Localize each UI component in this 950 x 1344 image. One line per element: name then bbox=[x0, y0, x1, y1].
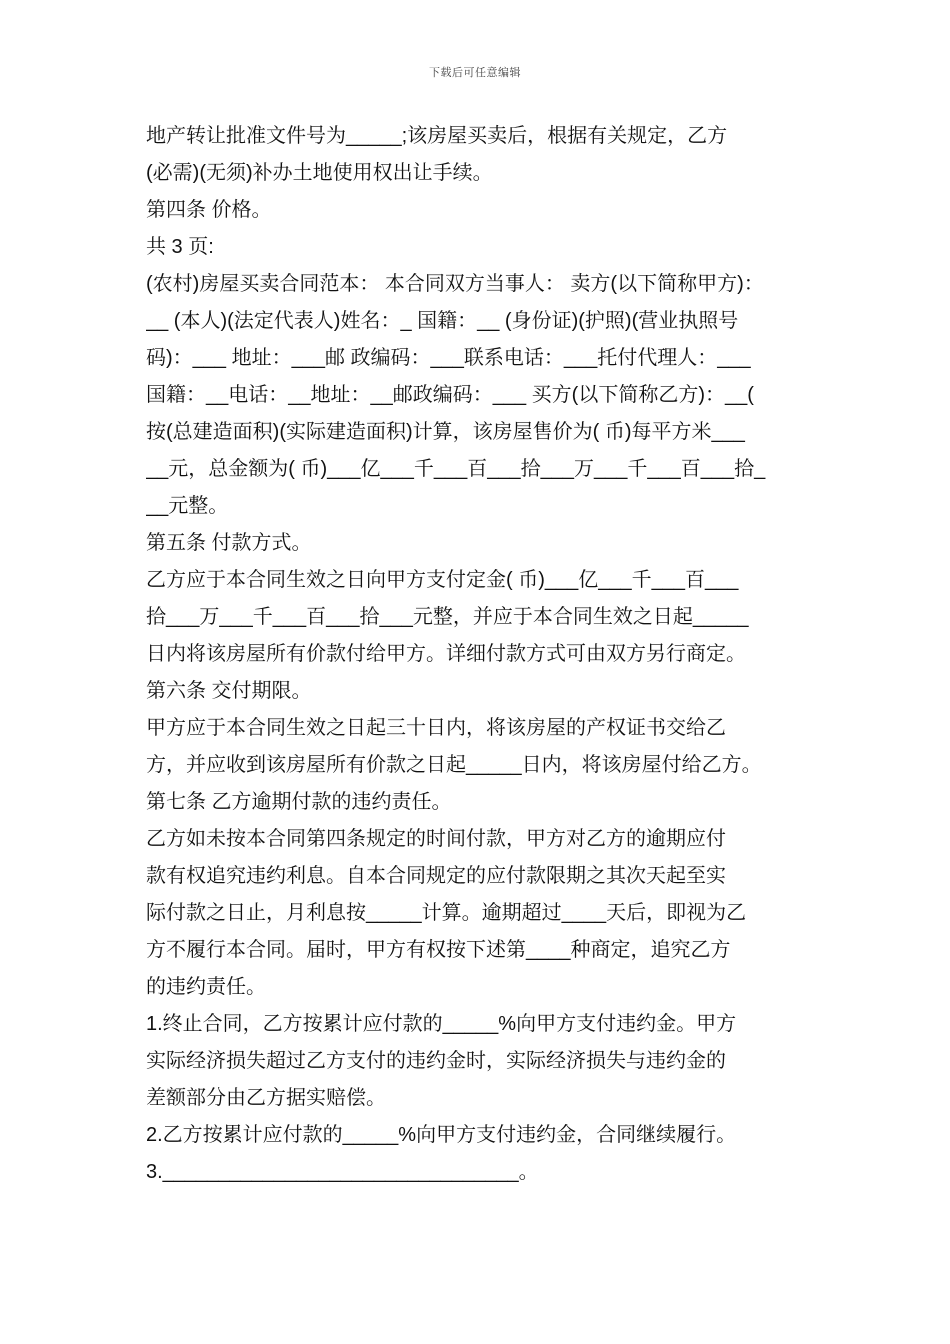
text-line: 实际经济损失超过乙方支付的违约金时，实际经济损失与违约金的 bbox=[146, 1050, 726, 1072]
page-count: 共 3 页: bbox=[146, 236, 214, 258]
section-heading: 第七条 乙方逾期付款的违约责任。 bbox=[146, 791, 452, 813]
text-line: 地产转让批准文件号为_____;该房屋买卖后，根据有关规定，乙方 bbox=[146, 125, 728, 147]
text-line: 际付款之日止，月利息按_____计算。逾期超过____天后，即视为乙 bbox=[146, 902, 747, 924]
text-line: 码)：___ 地址：___邮 政编码：___联系电话：___托付代理人：___ bbox=[146, 347, 751, 369]
text-line: 款有权追究违约利息。自本合同规定的应付款限期之其次天起至实 bbox=[146, 865, 726, 887]
list-item: 3.________________________________。 bbox=[146, 1161, 539, 1183]
text-line: 日内将该房屋所有价款付给甲方。详细付款方式可由双方另行商定。 bbox=[146, 643, 746, 665]
section-heading: 第五条 付款方式。 bbox=[146, 532, 312, 554]
text-line: 国籍：__电话：__地址：__邮政编码：___ 买方(以下简称乙方)：__( bbox=[146, 384, 754, 406]
text-line: 的违约责任。 bbox=[146, 976, 266, 998]
text-line: 差额部分由乙方据实赔偿。 bbox=[146, 1087, 386, 1109]
text-line: 乙方应于本合同生效之日向甲方支付定金( 币)___亿___千___百___ bbox=[146, 569, 739, 591]
page-header: 下载后可任意编辑 bbox=[429, 66, 521, 79]
text-line: __元整。 bbox=[146, 495, 229, 517]
text-line: 按(总建造面积)(实际建造面积)计算，该房屋售价为( 币)每平方米___ bbox=[146, 421, 745, 443]
text-line: (农村)房屋买卖合同范本： 本合同双方当事人： 卖方(以下简称甲方)： bbox=[146, 273, 764, 295]
list-item: 2.乙方按累计应付款的_____%向甲方支付违约金，合同继续履行。 bbox=[146, 1124, 737, 1146]
text-line: 拾___万___千___百___拾___元整，并应于本合同生效之日起_____ bbox=[146, 606, 749, 628]
text-line: __ (本人)(法定代表人)姓名：_ 国籍：__ (身份证)(护照)(营业执照号 bbox=[146, 310, 739, 332]
text-line: __元，总金额为( 币)___亿___千___百___拾___万___千___百___拾_ bbox=[146, 458, 766, 480]
text-line: 甲方应于本合同生效之日起三十日内，将该房屋的产权证书交给乙 bbox=[146, 717, 726, 739]
text-line: (必需)(无须)补办土地使用权出让手续。 bbox=[146, 162, 493, 184]
section-heading: 第六条 交付期限。 bbox=[146, 680, 312, 702]
text-line: 方不履行本合同。届时，甲方有权按下述第____种商定，追究乙方 bbox=[146, 939, 731, 961]
text-line: 乙方如未按本合同第四条规定的时间付款，甲方对乙方的逾期应付 bbox=[146, 828, 726, 850]
section-heading: 第四条 价格。 bbox=[146, 199, 272, 221]
document-body bbox=[146, 121, 836, 1194]
list-item: 1.终止合同，乙方按累计应付款的_____%向甲方支付违约金。甲方 bbox=[146, 1013, 737, 1035]
text-line: 方，并应收到该房屋所有价款之日起_____日内，将该房屋付给乙方。 bbox=[146, 754, 762, 776]
